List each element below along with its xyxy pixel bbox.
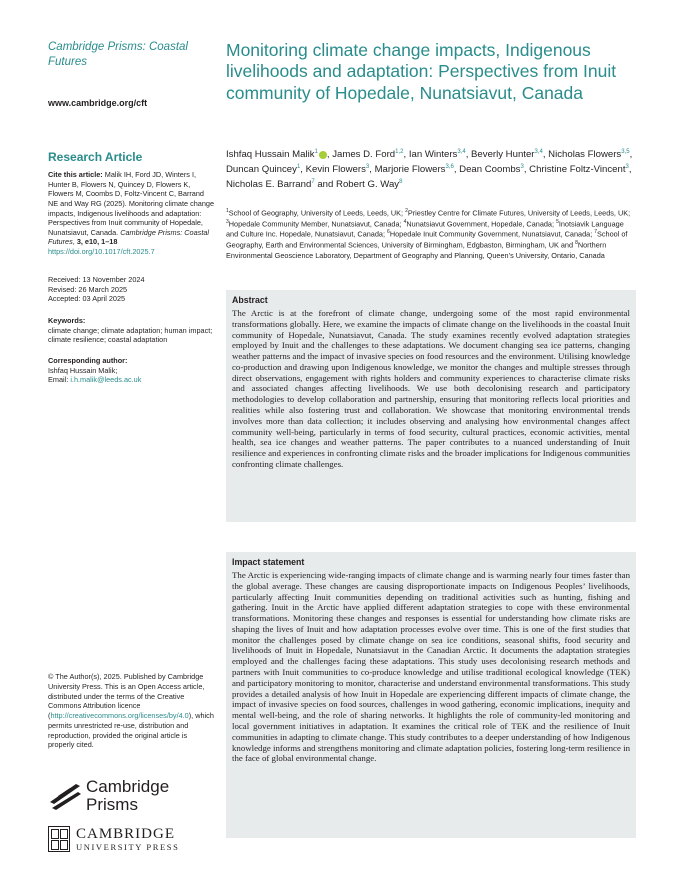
author-affiliation-marker: 8 — [399, 179, 403, 186]
keywords — [48, 316, 214, 345]
author-separator: , — [465, 149, 472, 161]
affiliation-marker: 1 — [226, 208, 229, 214]
affiliation-text: School of Geography, Earth and Environmental Sciences, University of Birmingham, Edgbaston, Birmingham, UK and — [226, 229, 628, 250]
affiliation-marker: 4 — [403, 218, 407, 225]
journal-name: Cambridge Prisms: Coastal Futures — [48, 41, 188, 68]
author-name[interactable]: Kevin Flowers — [305, 164, 366, 176]
cup-wordmark-line1: CAMBRIDGE — [76, 826, 176, 842]
cite-volume: 3, e10, 1–18 — [76, 237, 118, 247]
received-date: Received: 13 November 2024 — [48, 275, 145, 284]
author-name[interactable]: Dean Coombs — [459, 164, 521, 176]
affiliation-text: Hopedale Community Member, Nunatsiavut, Canada; — [228, 219, 404, 229]
author-name[interactable]: Nicholas Flowers — [548, 149, 622, 161]
corresponding-label: Corresponding author: — [48, 356, 128, 365]
author-name[interactable]: James D. Ford — [332, 149, 396, 161]
author-separator: , — [629, 149, 633, 161]
author-affiliation-marker: 1,2 — [395, 149, 404, 155]
author-separator: and — [314, 179, 337, 191]
author-affiliation-marker: 3 — [520, 164, 524, 171]
doi-link[interactable]: https://doi.org/10.1017/cft.2025.7 — [48, 247, 155, 256]
affiliation-text: School of Geography, University of Leeds, Leeds, UK; — [228, 208, 406, 218]
author-affiliation-marker: 3,4 — [457, 149, 466, 155]
email-link[interactable]: i.h.malik@leeds.ac.uk — [70, 375, 142, 385]
author-separator: , — [523, 164, 530, 176]
cite-journal: Cambridge Prisms: Coastal Futures — [48, 227, 210, 247]
affiliation-marker: 6 — [387, 229, 390, 236]
copyright-notice — [48, 672, 214, 750]
impact-text: The Arctic is experiencing wide-ranging impacts of climate change and is warming nearly four times faster than the global average. These changes are causing disproportionate impacts on Indigenous Peoples’ livelihoods, particularly affecting Inuit communities depending on traditional activities such as hunting, fishing and gathering. Inuit in the Arctic have applied different adaptation strategies to cope with these environmental transformations. Monitoring these changes and responses is essential for understanding how climate risks are shaping the lives of Inuit and how adaptation processes evolve over time. This is one of the first studies that monitor the challenges posed by climate change on sea ice conditions, seasonal shifts, food security and livelihoods of Inuit in Hopedale, Nunatsiavut in the Canadian Arctic. It documents the adaptation strategies employed and the challenges facing these adaptations. This study uses decolonising research methods and partners with Inuit communities to co-produce knowledge and utilise traditional ecological knowledge (TEK) and participatory monitoring to monitor, characterise and understand environmental transformations. This study provides a detailed analysis of how Inuit in Hopedale are experiencing different impacts of climate change, the impact of invasive species on food sources, challenges in wood gathering, economic implications, inequity and mental well-being, and the role of sharing networks. It highlights the role of community-led monitoring and local government initiatives in adaptation. It examines the critical role of TEK and the resilience of Inuit communities in adapting to climate change. This study contributes to a deeper understanding of how Indigenous knowledge informs and strengthens monitoring and climate adaptation policies, fostering long-term resilience in the face of global environmental change. — [232, 570, 630, 764]
cup-wordmark-line2: UNIVERSITY PRESS — [76, 842, 180, 852]
journal-url[interactable]: www.cambridge.org/cft — [48, 97, 148, 108]
affiliation-text: Priestley Centre for Climate Futures, University of Leeds, Leeds, UK; — [407, 208, 631, 218]
keywords-list: climate change; climate adaptation; human impact; climate resilience; coastal adaptation — [48, 325, 213, 345]
copyright-text-post: ), which permits unrestricted re-use, distribution and reproduction, provided the original article is properly cited. — [48, 711, 214, 750]
main-column — [226, 40, 636, 260]
affiliation-text: Northern Environmental Geoscience Laboratory, Department of Geography and Planning, Queen’s University, Ontario, Canada — [226, 240, 607, 260]
cup-crest-icon — [48, 826, 70, 852]
corresponding-name: Ishfaq Hussain Malik; — [48, 365, 118, 375]
affiliation-text: Nunatsiavut Government, Hopedale, Canada; — [406, 219, 557, 229]
license-link[interactable]: http://creativecommons.org/licenses/by/4.0 — [50, 711, 189, 721]
author-separator: , — [369, 164, 375, 176]
impact-statement-box — [226, 552, 636, 838]
affiliation-marker: 2 — [405, 208, 408, 214]
cambridge-university-press-logo — [48, 826, 218, 860]
author-affiliation-marker: 3,6 — [445, 164, 454, 171]
prisms-line2: Prisms — [86, 794, 138, 814]
author-affiliation-marker: 7 — [311, 179, 315, 186]
affiliations — [226, 208, 636, 261]
author-name[interactable]: Ishfaq Hussain Malik — [226, 149, 315, 161]
author-separator: , — [300, 164, 306, 176]
accepted-date: Accepted: 03 April 2025 — [48, 294, 126, 304]
author-list — [226, 148, 636, 193]
affiliation-text: Inotsiavik Language and Culture Inc. Hopedale, Nunatsiavut, Canada; — [226, 219, 624, 239]
impact-heading: Impact statement — [232, 557, 305, 567]
author-name[interactable]: Duncan Quincey — [226, 164, 297, 176]
abstract-box — [226, 290, 636, 522]
prisms-mark-icon — [48, 778, 82, 812]
affiliation-text: Hopedale Inuit Community Government, Nunatsiavut, Canada; — [389, 229, 595, 239]
author-separator: , — [453, 164, 460, 176]
article-type: Research Article — [48, 150, 143, 164]
author-name[interactable]: Marjorie Flowers — [374, 164, 446, 176]
keywords-label: Keywords: — [48, 316, 86, 325]
cite-label: Cite this article: — [48, 170, 103, 179]
author-name[interactable]: Christine Foltz-Vincent — [529, 164, 626, 176]
affiliation-marker: 3 — [226, 218, 229, 225]
author-affiliation-marker: 3 — [365, 164, 370, 171]
citation: Cite this article: Malik IH, Ford JD, Winters I, Hunter B, Flowers N, Quincey D, Flowers K, Flowers M, Coombs D, Foltz-Vincent C, Barrand NE and Way RG (2025). Monitoring climate change impacts, Indigenous livelihoods and adaptation: Perspectives from Inuit community of Hopedale, Nunatsiavut, Canada. Cambridge Prisms: Coastal Futures, 3, e10, 1–18 https://doi.org/10.1017/cft.2025.7 — [48, 170, 215, 256]
author-name[interactable]: Ian Winters — [408, 149, 458, 161]
cambridge-prisms-logo — [48, 778, 218, 818]
affiliation-marker: 5 — [556, 218, 559, 225]
author-separator: , — [403, 149, 409, 161]
author-name[interactable]: Nicholas E. Barrand — [226, 179, 312, 191]
author-name[interactable]: Beverly Hunter — [471, 149, 535, 161]
dates — [48, 275, 145, 304]
author-affiliation-marker: 3,5 — [621, 149, 630, 155]
author-affiliation-marker: 3 — [625, 164, 629, 171]
orcid-icon[interactable] — [319, 151, 327, 159]
abstract-text: The Arctic is at the forefront of climate change, undergoing some of the most rapid environmental transformations globally. Here, we examine the impacts of climate change on the livelihoods in the coastal Inuit community of Hopedale, Nunatsiavut, Canada. The study examines recently evolved adaptation strategies employed by Inuit and the challenges to these adaptations. We document changing sea ice patterns, changing weather patterns and the impact of invasive species on food resources and the environment. Utilising knowledge co-production and drawing upon Indigenous knowledge, we monitor the changes and multiple stresses through direct observations, engagement with rights holders and community experiences to characterise climate risks and associated changes affecting livelihoods. We use both decolonising research and participatory methodologies to develop collaboration and partnership, ensuring that monitoring reflects local priorities and realities while also fostering trust and collaboration. We showcase that monitoring environmental trends involves more than data collection; it includes observing and analysing how environmental changes affect community well-being, particularly in terms of food security, cultural practices, economic activities, mental health, sea ice changes and weather patterns. The paper contributes to a nuanced understanding of Inuit resilience and experiences in confronting climate risks and the broader implications for Indigenous communities confronting climate challenges. — [232, 308, 630, 469]
abstract-heading: Abstract — [232, 295, 268, 305]
author-affiliation-marker: 1 — [314, 149, 318, 155]
prisms-wordmark — [86, 778, 169, 814]
author-separator: , — [628, 164, 632, 176]
corresponding-author — [48, 356, 214, 385]
author-affiliation-marker: 1 — [296, 164, 301, 171]
prisms-line1: Cambridge — [86, 777, 170, 796]
cite-text: Malik IH, Ford JD, Winters I, Hunter B, Flowers N, Quincey D, Flowers K, Flowers M, Coombs D, Foltz-Vincent C, Barrand NE and Way RG (2025). Monitoring climate change impacts, Indigenous livelihoods and adaptation: Perspectives from Inuit community of Hopedale, Nunatsiavut, Canada. — [48, 170, 215, 237]
affiliation-marker: 8 — [575, 239, 578, 246]
sidebar — [48, 40, 215, 385]
author-affiliation-marker: 3,4 — [534, 149, 543, 155]
revised-date: Revised: 26 March 2025 — [48, 284, 128, 294]
author-name[interactable]: Robert G. Way — [336, 179, 400, 191]
email-label: Email: — [48, 375, 69, 385]
article-title: Monitoring climate change impacts, Indigenous livelihoods and adaptation: Perspectives from Inuit community of Hopedale, Nunatsiavut, Canada — [226, 40, 617, 103]
author-separator: , — [542, 149, 549, 161]
affiliation-marker: 7 — [594, 229, 598, 236]
author-separator: , — [326, 149, 333, 161]
copyright-text-pre: © The Author(s), 2025. Published by Cambridge University Press. This is an Open Access article, distributed under the terms of the Creative Commons Attribution licence ( — [48, 672, 205, 721]
